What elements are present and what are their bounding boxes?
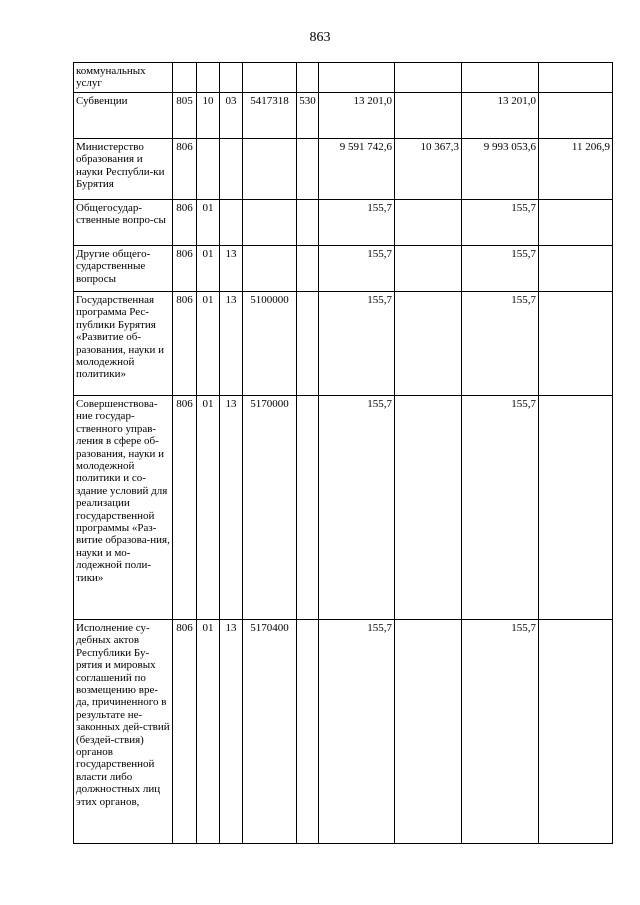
cell-target-code: [243, 93, 297, 139]
cell-amount-year1-extra: [395, 396, 462, 620]
cell-subsection-code-text: 13: [225, 398, 237, 410]
cell-amount-year1-extra: [395, 63, 462, 93]
cell-target-code-text: 5170000: [250, 398, 289, 410]
cell-amount-year2: [462, 396, 539, 620]
cell-subsection-code: [220, 63, 243, 93]
cell-ministry-code-text: 805: [176, 95, 193, 107]
budget-table: [73, 62, 613, 844]
cell-amount-year1: [319, 200, 395, 246]
cell-subsection-code-text: 13: [225, 248, 237, 260]
cell-amount-year2-text: 155,7: [511, 622, 536, 634]
cell-amount-year2-extra: [539, 93, 613, 139]
cell-ministry-code: [173, 93, 197, 139]
cell-section-code-text: 01: [202, 398, 214, 410]
cell-name-text: Совершенствова-ние государ-ственного управ-ления в сфере об-разования, науки и молодежной политики и со-здание условий для реализации государственной программы «Раз-витие образова-ния, науки и мо-лодежной поли-тики»: [76, 398, 170, 584]
cell-ministry-code: [173, 139, 197, 200]
cell-amount-year2: [462, 292, 539, 396]
cell-target-code: [243, 63, 297, 93]
cell-amount-year1: [319, 396, 395, 620]
cell-section-code-text: 01: [202, 202, 214, 214]
cell-ministry-code: [173, 63, 197, 93]
cell-amount-year1-extra: [395, 246, 462, 292]
cell-name-text: Субвенции: [76, 95, 128, 107]
cell-target-code: [243, 139, 297, 200]
cell-section-code-text: 01: [202, 248, 214, 260]
cell-amount-year1-extra: [395, 139, 462, 200]
cell-amount-year2-text: 155,7: [511, 398, 536, 410]
cell-expense-type-code: [297, 93, 319, 139]
cell-expense-type-code: [297, 139, 319, 200]
cell-amount-year2: [462, 139, 539, 200]
cell-amount-year2-extra: [539, 246, 613, 292]
cell-amount-year1-text: 155,7: [367, 294, 392, 306]
cell-amount-year2-text: 155,7: [511, 294, 536, 306]
cell-ministry-code-text: 806: [176, 202, 193, 214]
cell-target-code: [243, 246, 297, 292]
table-row: [74, 396, 613, 620]
cell-target-code-text: 5417318: [250, 95, 289, 107]
cell-ministry-code-text: 806: [176, 294, 193, 306]
cell-amount-year2-text: 9 993 053,6: [483, 141, 536, 153]
cell-name: [74, 246, 173, 292]
table-row: [74, 200, 613, 246]
cell-amount-year2-text: 155,7: [511, 202, 536, 214]
cell-name-text: Общегосудар-ственные вопро-сы: [76, 202, 166, 227]
cell-name: [74, 93, 173, 139]
cell-amount-year1: [319, 139, 395, 200]
cell-amount-year2-extra: [539, 396, 613, 620]
cell-name-text: Министерство образования и науки Республи-ки Бурятия: [76, 141, 165, 191]
cell-subsection-code: [220, 396, 243, 620]
page-number: 863: [309, 30, 331, 45]
cell-name-text: Исполнение су-дебных актов Республики Бу-рятия и мировых соглашений по возмещению вре-да, причиненного в результате не-законных дей-ствий (бездей-ствия) органов государственной власти либо должностных лиц этих органов,: [76, 622, 170, 808]
cell-section-code: [197, 200, 220, 246]
cell-section-code: [197, 396, 220, 620]
cell-section-code: [197, 246, 220, 292]
cell-section-code: [197, 292, 220, 396]
cell-amount-year1: [319, 620, 395, 844]
cell-target-code: [243, 292, 297, 396]
cell-amount-year1-extra: [395, 620, 462, 844]
cell-section-code: [197, 139, 220, 200]
cell-subsection-code: [220, 139, 243, 200]
cell-section-code-text: 01: [202, 294, 214, 306]
cell-name: [74, 200, 173, 246]
cell-subsection-code: [220, 620, 243, 844]
cell-name-text: Другие общего-сударственные вопросы: [76, 248, 151, 285]
cell-expense-type-code: [297, 396, 319, 620]
cell-amount-year1-text: 13 201,0: [353, 95, 392, 107]
cell-amount-year1-extra: [395, 200, 462, 246]
cell-amount-year1-text: 155,7: [367, 202, 392, 214]
cell-amount-year2-extra: [539, 620, 613, 844]
cell-amount-year2: [462, 200, 539, 246]
cell-expense-type-code-text: 530: [299, 95, 316, 107]
cell-amount-year1-text: 155,7: [367, 398, 392, 410]
cell-target-code: [243, 620, 297, 844]
cell-amount-year2-text: 13 201,0: [497, 95, 536, 107]
cell-expense-type-code: [297, 620, 319, 844]
cell-ministry-code: [173, 200, 197, 246]
cell-ministry-code: [173, 620, 197, 844]
cell-amount-year2: [462, 93, 539, 139]
cell-ministry-code-text: 806: [176, 248, 193, 260]
cell-amount-year2-extra: [539, 139, 613, 200]
cell-amount-year2-text: 155,7: [511, 248, 536, 260]
cell-expense-type-code: [297, 63, 319, 93]
cell-amount-year2-extra: [539, 200, 613, 246]
cell-amount-year1: [319, 292, 395, 396]
cell-amount-year1: [319, 93, 395, 139]
cell-subsection-code-text: 03: [225, 95, 237, 107]
cell-subsection-code: [220, 246, 243, 292]
cell-name: [74, 396, 173, 620]
cell-target-code-text: 5170400: [250, 622, 289, 634]
cell-amount-year2-extra-text: 11 206,9: [571, 141, 610, 153]
cell-subsection-code-text: 13: [225, 622, 237, 634]
cell-ministry-code-text: 806: [176, 141, 193, 153]
cell-name: [74, 292, 173, 396]
cell-target-code: [243, 396, 297, 620]
cell-subsection-code: [220, 292, 243, 396]
cell-ministry-code: [173, 246, 197, 292]
cell-section-code-text: 01: [202, 622, 214, 634]
cell-section-code-text: 10: [202, 95, 214, 107]
cell-section-code: [197, 620, 220, 844]
cell-amount-year1-text: 155,7: [367, 248, 392, 260]
cell-name: [74, 139, 173, 200]
table-row: [74, 620, 613, 844]
table-row: [74, 93, 613, 139]
cell-expense-type-code: [297, 292, 319, 396]
cell-name: [74, 63, 173, 93]
cell-subsection-code-text: 13: [225, 294, 237, 306]
cell-amount-year2-extra: [539, 63, 613, 93]
cell-ministry-code-text: 806: [176, 398, 193, 410]
cell-amount-year2: [462, 620, 539, 844]
cell-subsection-code: [220, 200, 243, 246]
cell-amount-year2-extra: [539, 292, 613, 396]
table-row: [74, 292, 613, 396]
cell-amount-year1-text: 9 591 742,6: [339, 141, 392, 153]
cell-amount-year1-extra-text: 10 367,3: [420, 141, 459, 153]
cell-ministry-code-text: 806: [176, 622, 193, 634]
cell-amount-year1-text: 155,7: [367, 622, 392, 634]
table-row: [74, 139, 613, 200]
cell-target-code: [243, 200, 297, 246]
cell-expense-type-code: [297, 200, 319, 246]
cell-amount-year2: [462, 63, 539, 93]
cell-section-code: [197, 63, 220, 93]
cell-amount-year1: [319, 63, 395, 93]
cell-section-code: [197, 93, 220, 139]
cell-name-text: коммунальных услуг: [76, 65, 146, 90]
cell-expense-type-code: [297, 246, 319, 292]
cell-amount-year1: [319, 246, 395, 292]
cell-ministry-code: [173, 292, 197, 396]
cell-amount-year1-extra: [395, 292, 462, 396]
table-row: [74, 246, 613, 292]
cell-target-code-text: 5100000: [250, 294, 289, 306]
cell-ministry-code: [173, 396, 197, 620]
cell-amount-year2: [462, 246, 539, 292]
cell-name: [74, 620, 173, 844]
table-body: [74, 63, 613, 844]
cell-name-text: Государственная программа Рес-публики Бурятия «Развитие об-разования, науки и молодежной политики»: [76, 294, 165, 381]
table-row: [74, 63, 613, 93]
cell-subsection-code: [220, 93, 243, 139]
cell-amount-year1-extra: [395, 93, 462, 139]
